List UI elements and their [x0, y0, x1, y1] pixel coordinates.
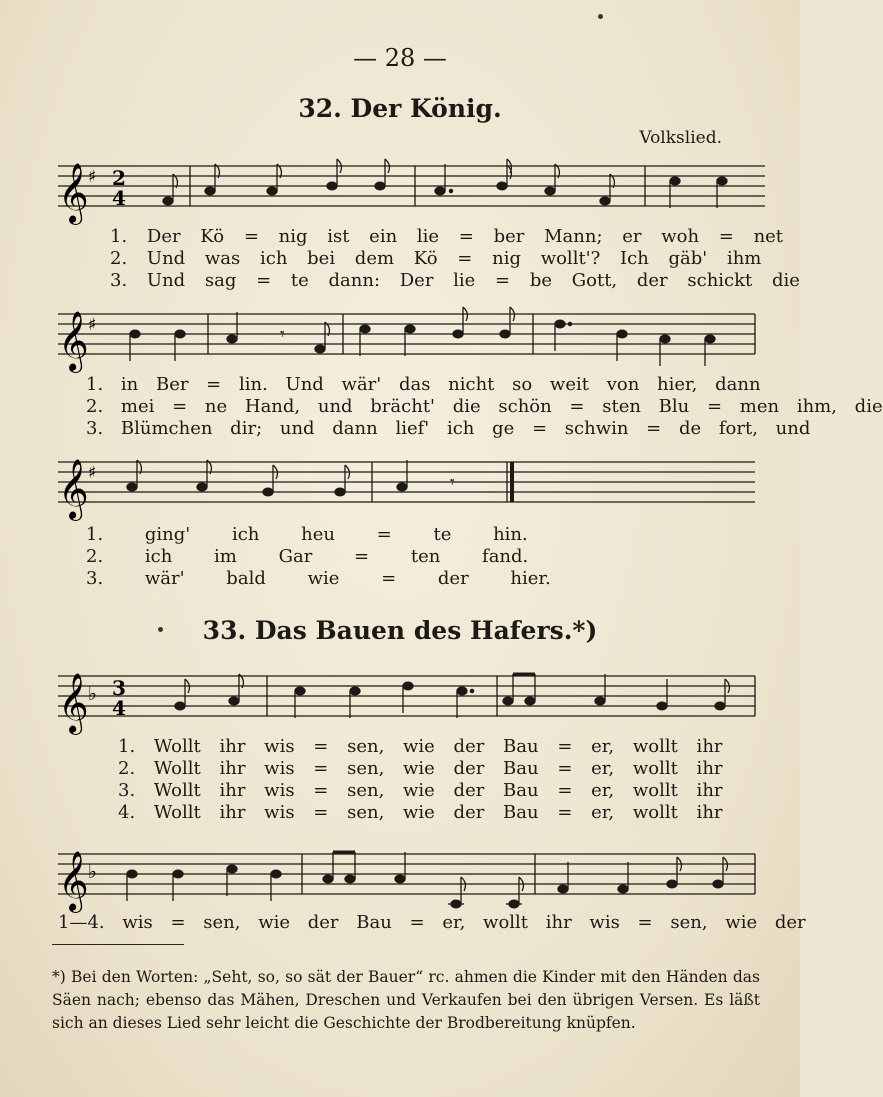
- svg-text:𝄞: 𝄞: [58, 851, 89, 911]
- staff-4: [50, 660, 770, 740]
- lyric-line: 1. ging' ich heu = te hin.: [86, 524, 528, 545]
- svg-text:3: 3: [112, 676, 126, 700]
- staff-5: [50, 838, 770, 918]
- svg-text:2: 2: [112, 166, 126, 190]
- staff-2: [50, 298, 770, 378]
- staff-3: [50, 446, 770, 526]
- svg-text:♯: ♯: [88, 463, 97, 483]
- lyrics-block-3: [86, 524, 551, 590]
- lyric-line: 2. Wollt ihr wis = sen, wie der Bau = er, wollt ihr: [118, 758, 723, 779]
- paper-speck: [598, 14, 603, 19]
- svg-text:𝄞: 𝄞: [58, 459, 89, 519]
- lyric-line: 2. mei = ne Hand, und brächt' die schön = sten Blu = men ihm, die: [86, 396, 883, 417]
- lyric-line: 3. Blümchen dir; und dann lief' ich ge = schwin = de fort, und: [86, 418, 811, 439]
- paper-speck: [158, 627, 163, 632]
- svg-text:♯: ♯: [88, 315, 97, 335]
- lyric-line: 1. in Ber = lin. Und wär' das nicht so weit von hier, dann: [86, 374, 761, 395]
- page-number: — 28 —: [353, 44, 447, 72]
- lyric-line: 3. Und sag = te dann: Der lie = be Gott, der schickt die: [110, 270, 800, 291]
- svg-text:4: 4: [112, 696, 126, 720]
- svg-text:𝄞: 𝄞: [58, 673, 89, 733]
- svg-text:♭: ♭: [88, 683, 97, 705]
- lyrics-block-4: [118, 736, 723, 824]
- lyric-line: 2. ich im Gar = ten fand.: [86, 546, 529, 567]
- svg-text:♭: ♭: [88, 861, 97, 883]
- lyric-line: 1. Der Kö = nig ist ein lie = ber Mann; er woh = net: [110, 226, 784, 247]
- lyric-line: 4. Wollt ihr wis = sen, wie der Bau = er, wollt ihr: [118, 802, 723, 823]
- lyric-line: 1. Wollt ihr wis = sen, wie der Bau = er, wollt ihr: [118, 736, 723, 757]
- svg-text:♯: ♯: [88, 167, 97, 187]
- footnote: *) Bei den Worten: „Seht, so, so sät der Bauer“ rc. ahmen die Kinder mit den Händen das Säen nach; ebenso das Mähen, Dreschen und Verkaufen bei den übrigen Versen. Es läßt sich an dieses Lied sehr leicht die Geschichte der Brodbereitung knüpfen.: [52, 968, 760, 1032]
- footnote-rule: [52, 944, 184, 945]
- treble-clef-icon: 𝄞: [58, 163, 89, 223]
- lyrics-block-2: [86, 374, 883, 440]
- lyrics-block-1: [110, 226, 800, 292]
- lyric-line: 3. Wollt ihr wis = sen, wie der Bau = er, wollt ihr: [118, 780, 723, 801]
- lyric-line: 1—4. wis = sen, wie der Bau = er, wollt ihr wis = sen, wie der: [58, 912, 806, 933]
- svg-text:𝄾: 𝄾: [450, 472, 455, 493]
- song-title-33: 33. Das Bauen des Hafers.*): [202, 616, 598, 645]
- svg-text:4: 4: [112, 186, 126, 210]
- lyrics-block-5: [58, 912, 806, 934]
- lyric-line: 2. Und was ich bei dem Kö = nig wollt'? Ich gäb' ihm: [110, 248, 762, 269]
- svg-text:𝄾: 𝄾: [280, 324, 285, 345]
- song-credit: Volkslied.: [639, 128, 722, 148]
- song-title-32: 32. Der König.: [298, 94, 502, 123]
- lyric-line: 3. wär' bald wie = der hier.: [86, 568, 551, 589]
- svg-text:𝄞: 𝄞: [58, 311, 89, 371]
